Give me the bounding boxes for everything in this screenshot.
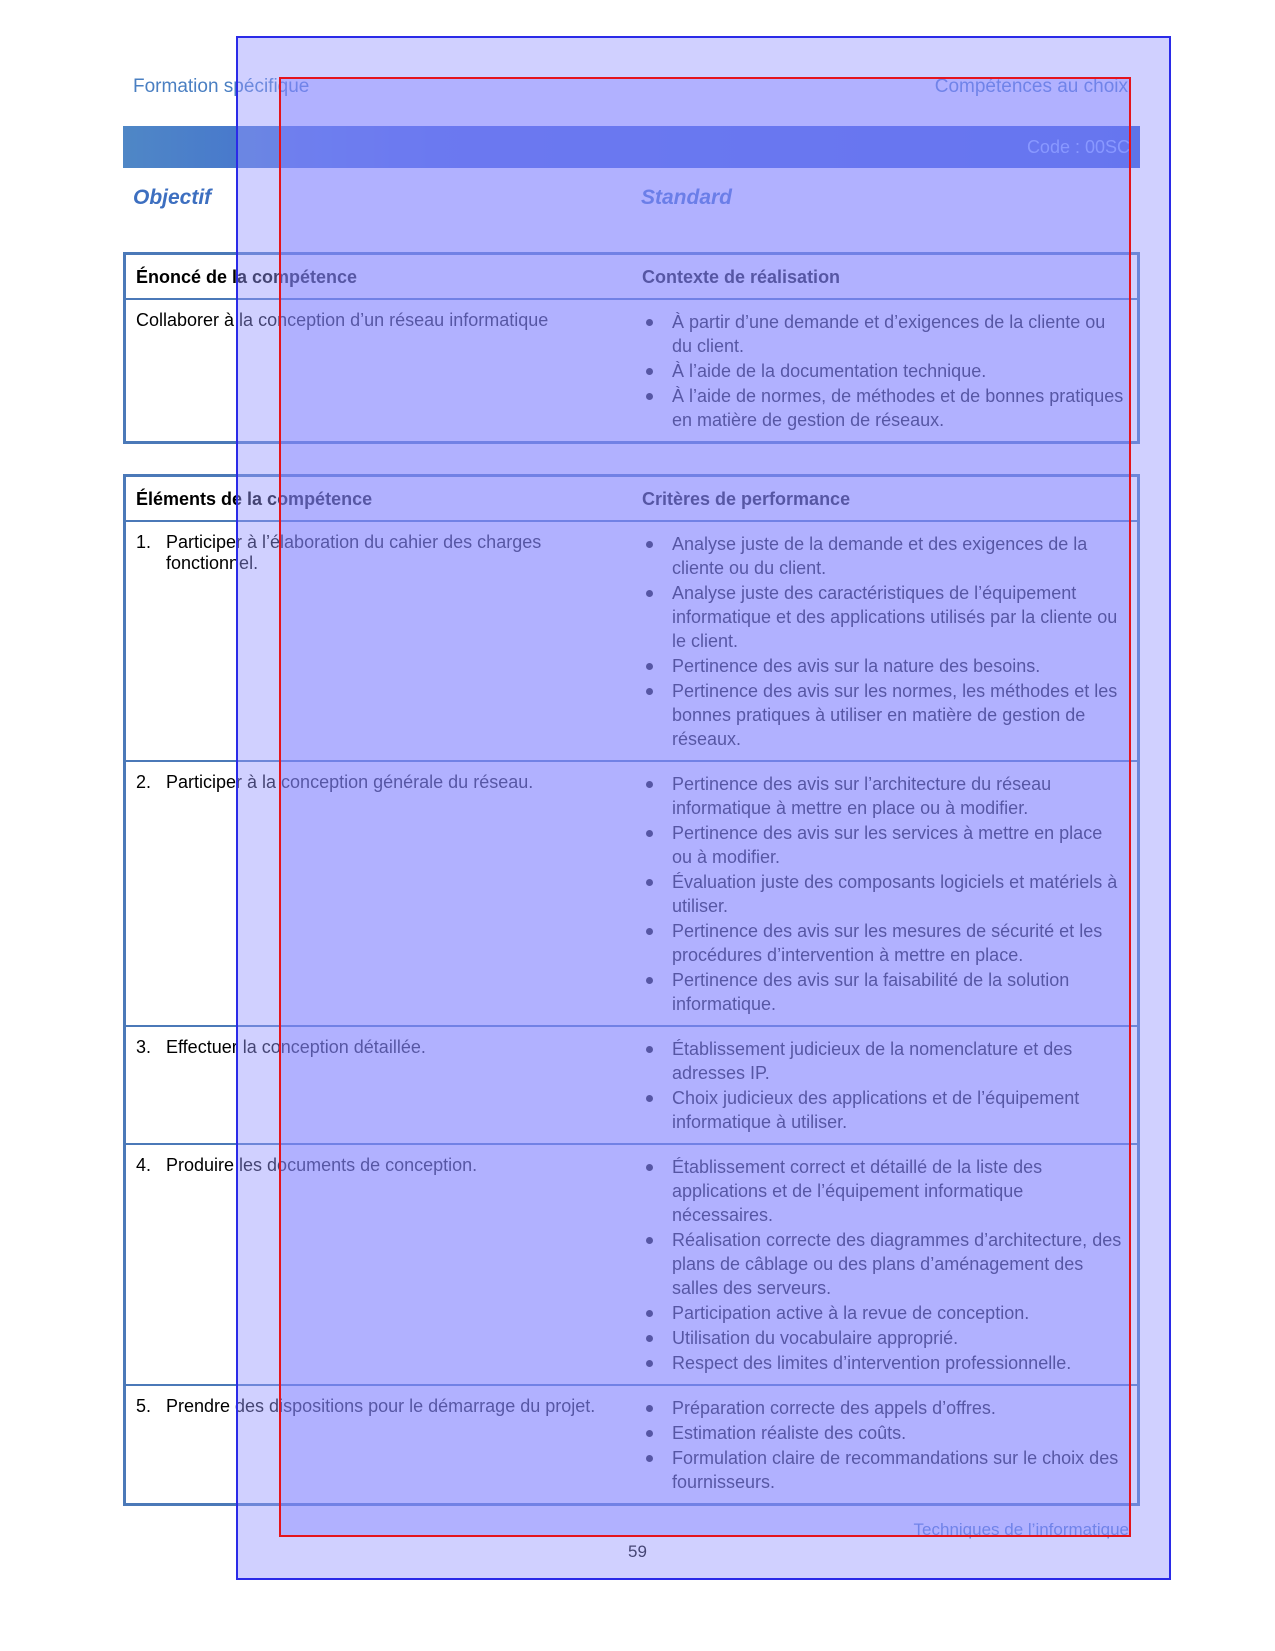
- list-item: Participation active à la revue de conception.: [642, 1301, 1127, 1325]
- list-item: À l’aide de normes, de méthodes et de bonnes pratiques en matière de gestion de réseaux.: [642, 384, 1127, 432]
- competence-code: Code : 00SC: [1026, 137, 1130, 157]
- element-number: 3.: [136, 1037, 152, 1057]
- list-item: Pertinence des avis sur la nature des besoins.: [642, 654, 1127, 678]
- header-section-title: Formation spécifique: [133, 76, 310, 97]
- overlay-box-inner: [279, 77, 1131, 1537]
- element-text: Effectuer la conception détaillée.: [166, 1037, 426, 1057]
- list-item: Préparation correcte des appels d’offres.: [642, 1396, 1127, 1420]
- list-item: Formulation claire de recommandations sur le choix des fournisseurs.: [642, 1446, 1127, 1494]
- element-number: 2.: [136, 772, 152, 792]
- element-number: 5.: [136, 1396, 152, 1416]
- list-item: Pertinence des avis sur les mesures de sécurité et les procédures d’intervention à mettre en place.: [642, 919, 1127, 967]
- list-item: Évaluation juste des composants logiciels et matériels à utiliser.: [642, 870, 1127, 918]
- element-number: 1.: [136, 532, 152, 552]
- footer-program-name: Techniques de l’informatique: [913, 1520, 1129, 1539]
- list-item: Analyse juste des caractéristiques de l’équipement informatique et des applications utilisés par la cliente ou le client.: [642, 581, 1127, 653]
- list-item: Pertinence des avis sur les normes, les méthodes et les bonnes pratiques à utiliser en matière de gestion de réseaux.: [642, 679, 1127, 751]
- criteria-column-header: Critères de performance: [642, 489, 851, 509]
- element-text: Participer à l’élaboration du cahier des charges fonctionnel.: [166, 532, 542, 573]
- objectif-heading: Objectif: [133, 186, 212, 209]
- list-item: Pertinence des avis sur la faisabilité de la solution informatique.: [642, 968, 1127, 1016]
- competence-statement: Collaborer à la conception d’un réseau informatique: [125, 299, 633, 443]
- header-category: Compétences au choix: [934, 76, 1128, 97]
- list-item: Analyse juste de la demande et des exigences de la cliente ou du client.: [642, 532, 1127, 580]
- list-item: Respect des limites d’intervention professionnelle.: [642, 1351, 1127, 1375]
- list-item: Pertinence des avis sur l’architecture du réseau informatique à mettre en place ou à modifier.: [642, 772, 1127, 820]
- statement-column-header: Énoncé de la compétence: [136, 267, 358, 287]
- list-item: Établissement judicieux de la nomenclature et des adresses IP.: [642, 1037, 1127, 1085]
- element-text: Participer à la conception générale du réseau.: [166, 772, 534, 792]
- list-item: Choix judicieux des applications et de l’équipement informatique à utiliser.: [642, 1086, 1127, 1134]
- list-item: Estimation réaliste des coûts.: [642, 1421, 1127, 1445]
- context-column-header: Contexte de réalisation: [642, 267, 841, 287]
- list-item: Utilisation du vocabulaire approprié.: [642, 1326, 1127, 1350]
- element-text: Prendre des dispositions pour le démarrage du projet.: [166, 1396, 596, 1416]
- element-number: 4.: [136, 1155, 152, 1175]
- list-item: À l’aide de la documentation technique.: [642, 359, 1127, 383]
- element-text: Produire les documents de conception.: [166, 1155, 478, 1175]
- standard-heading: Standard: [641, 186, 733, 209]
- list-item: Réalisation correcte des diagrammes d’architecture, des plans de câblage ou des plans d’aménagement des salles des serveurs.: [642, 1228, 1127, 1300]
- list-item: À partir d’une demande et d’exigences de la cliente ou du client.: [642, 310, 1127, 358]
- list-item: Établissement correct et détaillé de la liste des applications et de l’équipement informatique nécessaires.: [642, 1155, 1127, 1227]
- page-number: 59: [628, 1542, 647, 1561]
- elements-column-header: Éléments de la compétence: [136, 489, 373, 509]
- list-item: Pertinence des avis sur les services à mettre en place ou à modifier.: [642, 821, 1127, 869]
